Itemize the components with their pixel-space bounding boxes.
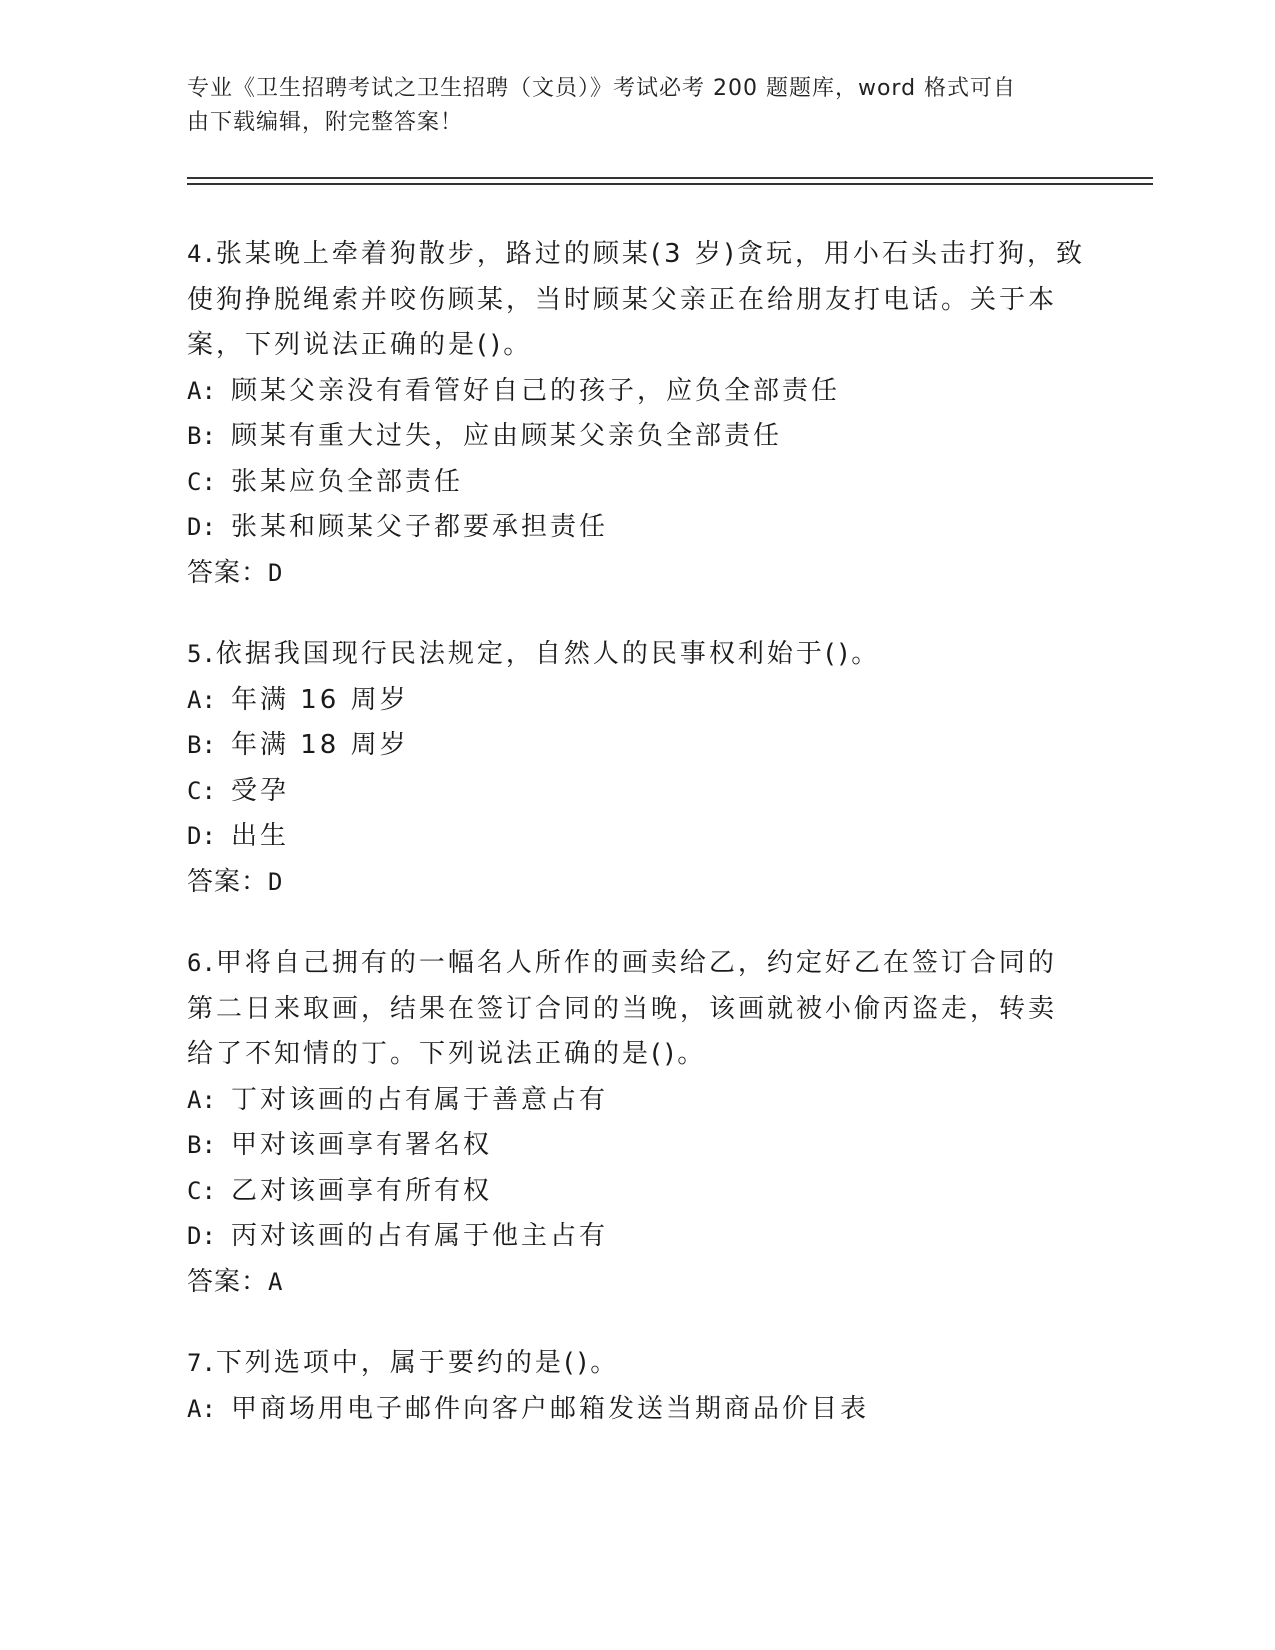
option-text: 年满 18 周岁 — [231, 730, 409, 760]
question-stem-line: 案，下列说法正确的是()。 — [187, 330, 533, 360]
document-header — [187, 72, 1067, 140]
option-text: 张某和顾某父子都要承担责任 — [231, 512, 609, 542]
answer — [187, 860, 1087, 906]
option-key: B: — [187, 422, 216, 450]
question-stem-line: 使狗挣脱绳索并咬伤顾某，当时顾某父亲正在给朋友打电话。关于本 — [187, 284, 1058, 315]
question-number: 5. — [187, 640, 216, 668]
option-text: 乙对该画享有所有权 — [231, 1175, 493, 1206]
option-text: 甲对该画享有署名权 — [231, 1130, 493, 1160]
question-stem-line: 下列选项中，属于要约的是()。 — [215, 1348, 620, 1378]
answer-label: 答案： — [187, 866, 269, 897]
option-b — [187, 414, 1087, 460]
question-7 — [187, 1341, 1087, 1432]
option-d — [187, 814, 1087, 860]
question-stem — [187, 941, 1087, 1078]
question-stem-line: 第二日来取画，结果在签订合同的当晚，该画就被小偷丙盗走，转卖 — [187, 993, 1058, 1024]
option-key: D: — [187, 513, 216, 541]
question-stem — [187, 232, 1087, 369]
option-text: 丁对该画的占有属于善意占有 — [231, 1084, 609, 1115]
option-key: C: — [187, 776, 216, 805]
option-a — [187, 369, 1087, 415]
answer-value: A — [268, 1267, 284, 1296]
option-text: 顾某有重大过失，应由顾某父亲负全部责任 — [231, 421, 783, 451]
header-divider-bottom — [187, 183, 1153, 185]
question-5 — [187, 632, 1087, 905]
question-stem — [187, 1341, 1087, 1387]
option-c — [187, 460, 1087, 506]
option-key: B: — [187, 1131, 216, 1159]
answer-value: D — [268, 867, 284, 896]
question-stem-line: 张某晚上牵着狗散步，路过的顾某(3 岁)贪玩，用小石头击打狗，致 — [215, 239, 1086, 269]
option-text: 甲商场用电子邮件向客户邮箱发送当期商品价目表 — [231, 1393, 870, 1424]
question-list — [187, 232, 1087, 1468]
question-stem — [187, 632, 1087, 678]
answer — [187, 551, 1087, 597]
question-stem-line: 甲将自己拥有的一幅名人所作的画卖给乙，约定好乙在签订合同的 — [215, 948, 1057, 978]
question-6 — [187, 941, 1087, 1305]
option-key: A: — [187, 376, 216, 405]
option-d — [187, 1214, 1087, 1260]
option-key: C: — [187, 1176, 216, 1205]
option-a — [187, 678, 1087, 724]
question-number: 6. — [187, 949, 216, 977]
option-c — [187, 769, 1087, 815]
answer-label: 答案： — [187, 1266, 269, 1297]
option-key: B: — [187, 731, 216, 759]
answer — [187, 1260, 1087, 1306]
option-key: A: — [187, 1394, 216, 1423]
option-a — [187, 1078, 1087, 1124]
option-key: D: — [187, 822, 216, 850]
option-text: 年满 16 周岁 — [231, 684, 409, 715]
option-key: C: — [187, 467, 216, 496]
header-title-line-2: 由下载编辑，附完整答案！ — [187, 110, 464, 135]
option-key: A: — [187, 1085, 216, 1114]
option-text: 出生 — [231, 821, 290, 851]
answer-label: 答案： — [187, 557, 269, 588]
option-d — [187, 505, 1087, 551]
answer-value: D — [268, 558, 284, 587]
question-stem-line: 依据我国现行民法规定，自然人的民事权利始于()。 — [215, 639, 881, 669]
header-divider-top — [187, 177, 1153, 179]
header-title-line-1: 专业《卫生招聘考试之卫生招聘（文员）》考试必考 200 题题库，word 格式可自 — [187, 76, 1017, 101]
option-b — [187, 1123, 1087, 1169]
option-text: 丙对该画的占有属于他主占有 — [231, 1221, 609, 1251]
option-a — [187, 1387, 1087, 1433]
question-stem-line: 给了不知情的丁。下列说法正确的是()。 — [187, 1039, 707, 1069]
question-number: 7. — [187, 1349, 216, 1377]
option-b — [187, 723, 1087, 769]
option-text: 张某应负全部责任 — [231, 466, 464, 497]
option-text: 顾某父亲没有看管好自己的孩子，应负全部责任 — [231, 375, 841, 406]
option-key: D: — [187, 1222, 216, 1250]
question-4 — [187, 232, 1087, 596]
option-c — [187, 1169, 1087, 1215]
question-number: 4. — [187, 240, 216, 268]
option-key: A: — [187, 685, 216, 714]
option-text: 受孕 — [231, 775, 290, 806]
